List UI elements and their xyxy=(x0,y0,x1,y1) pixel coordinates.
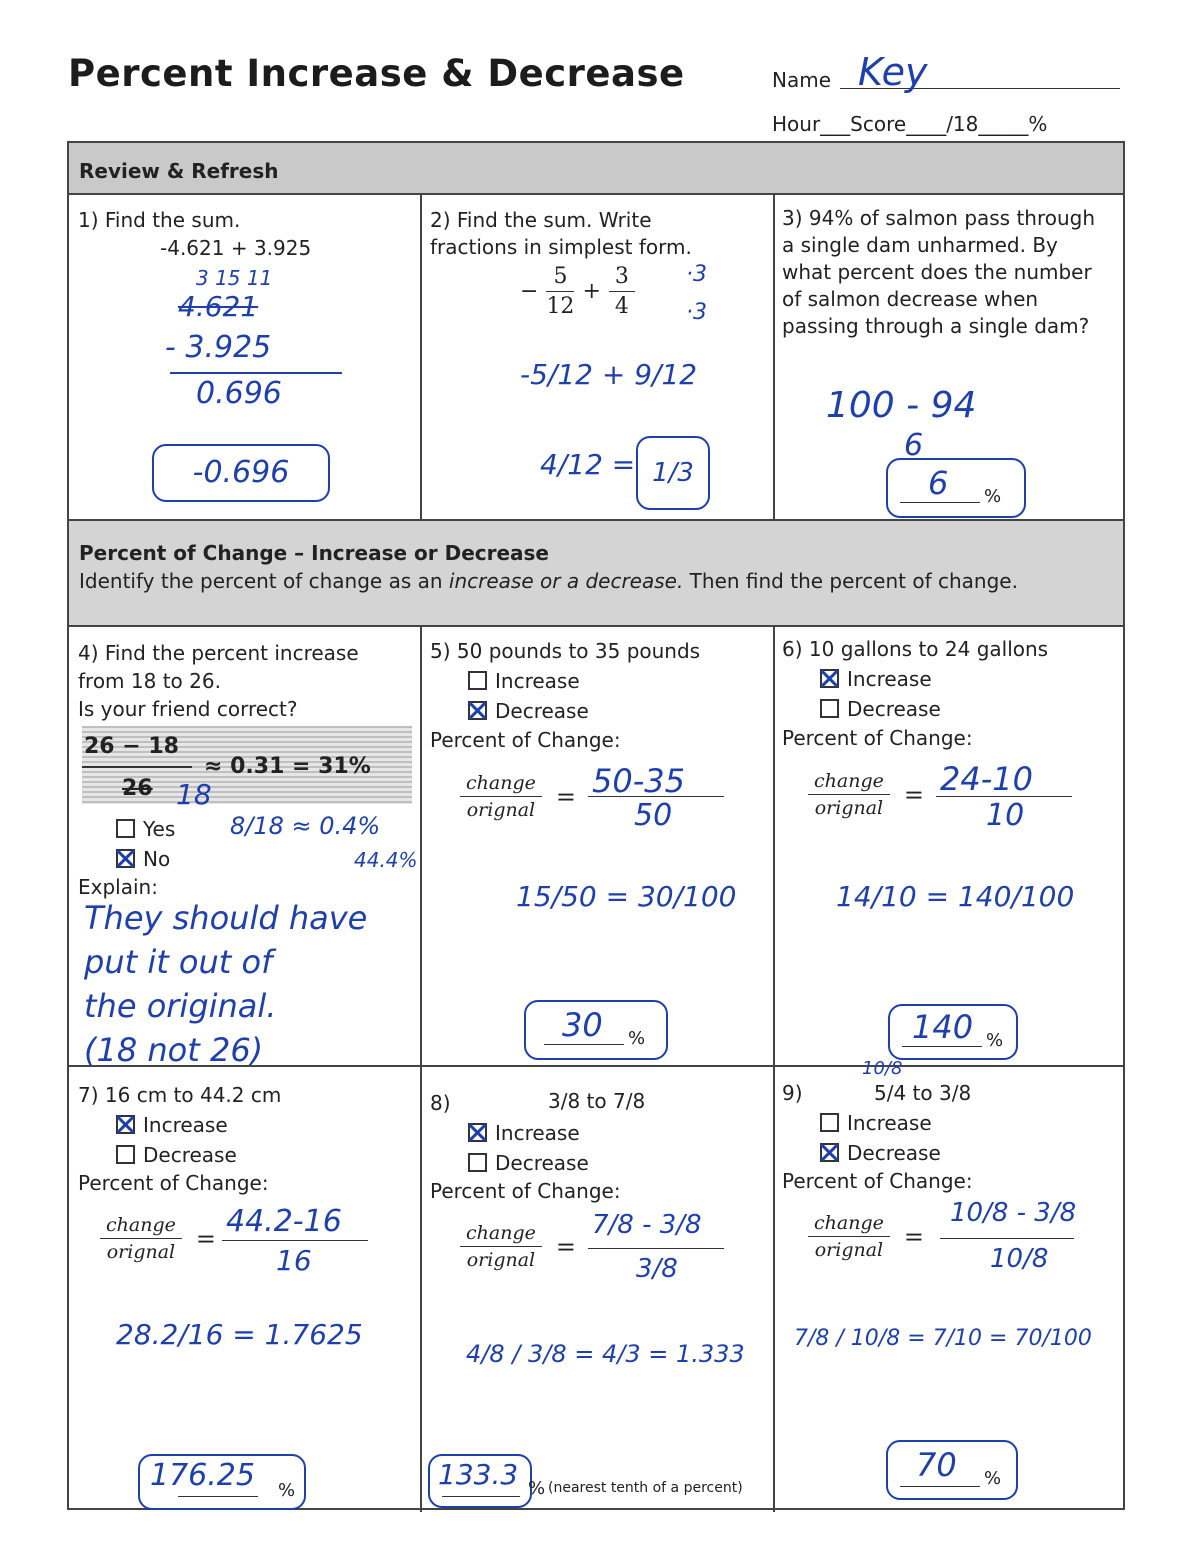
p8-question: 3/8 to 7/8 xyxy=(548,1089,646,1113)
p7-change-fraction xyxy=(100,1214,182,1263)
checkbox[interactable] xyxy=(468,1153,487,1172)
p1-work-borrow: 3 15 11 xyxy=(196,266,273,290)
p2-f1-num: 5 xyxy=(546,264,574,292)
p8-option-increase[interactable] xyxy=(468,1120,580,1147)
change-heading: Percent of Change – Increase or Decrease xyxy=(79,541,549,565)
hour-score-line: Hour___Score____/18_____% xyxy=(772,112,1048,136)
checkbox-checked[interactable] xyxy=(468,701,487,720)
p4-option-no[interactable] xyxy=(116,846,170,873)
change-instructions xyxy=(79,539,1079,595)
checkbox-checked[interactable] xyxy=(116,849,135,868)
p4-work-2: 44.4% xyxy=(354,848,418,872)
p3-blank xyxy=(900,502,980,503)
plus-sign: + xyxy=(582,279,601,304)
p5-work-den: 50 xyxy=(634,798,673,833)
p3-work-2: 6 xyxy=(904,428,924,463)
p9-change-fraction xyxy=(808,1212,890,1261)
p7-option-decrease[interactable] xyxy=(116,1142,237,1169)
p1-work-result: 0.696 xyxy=(196,376,282,411)
p6-blank xyxy=(902,1046,982,1047)
p7-option-increase[interactable] xyxy=(116,1112,228,1139)
p2-fraction-1 xyxy=(546,264,574,319)
p4-question-1: 4) Find the percent increase xyxy=(78,641,359,665)
p8-work-num: 7/8 - 3/8 xyxy=(592,1210,702,1240)
p1-work-rule xyxy=(170,372,342,374)
equals-sign: = xyxy=(195,1224,216,1253)
p4-explain-label: Explain: xyxy=(78,875,158,899)
p8-blank xyxy=(442,1496,520,1497)
p9-work-2: 7/8 / 10/8 = 7/10 = 70/100 xyxy=(794,1326,1092,1351)
p1-question: 1) Find the sum. xyxy=(78,208,241,232)
checkbox-checked[interactable] xyxy=(820,669,839,688)
p9-change: change xyxy=(808,1212,890,1237)
p4-friend-den: 26 xyxy=(122,776,153,801)
name-label: Name xyxy=(772,68,832,92)
p1-work-top: 4.621 xyxy=(178,290,259,323)
p4-ans-4: (18 not 26) xyxy=(84,1031,264,1069)
p6-work-den: 10 xyxy=(986,798,1025,833)
p5-blank xyxy=(544,1044,624,1045)
p2-mul-num: ·3 xyxy=(686,262,707,287)
p3-work-1: 100 - 94 xyxy=(826,385,977,426)
p2-mul-den: ·3 xyxy=(686,300,707,325)
p7-work-bar xyxy=(222,1240,368,1241)
p9-option-decrease[interactable] xyxy=(820,1140,941,1167)
p6-work-2: 14/10 = 140/100 xyxy=(836,880,1075,913)
p1-expression: -4.621 + 3.925 xyxy=(160,236,312,260)
p2-question-2: fractions in simplest form. xyxy=(430,235,692,259)
p6-orig: orignal xyxy=(814,797,884,819)
p8-formula xyxy=(460,1222,576,1271)
p4-friend-work xyxy=(82,726,412,804)
review-band xyxy=(69,143,1123,195)
p8-work-bar xyxy=(588,1248,724,1249)
p4-no-label: No xyxy=(143,847,171,871)
p5-work-2: 15/50 = 30/100 xyxy=(516,880,737,913)
p8-number: 8) xyxy=(430,1091,451,1115)
p9-note-top: 10/8 xyxy=(862,1058,903,1079)
review-heading: Review & Refresh xyxy=(79,159,279,183)
p7-orig: orignal xyxy=(106,1241,176,1263)
p3-answer-box xyxy=(886,458,1026,518)
p6-formula xyxy=(808,770,924,819)
p3-answer: 6 xyxy=(928,464,949,502)
p2-answer: 1/3 xyxy=(636,436,710,510)
p8-answer: 133.3 xyxy=(438,1458,519,1491)
p7-formula xyxy=(100,1214,216,1263)
p4-question-3: Is your friend correct? xyxy=(78,697,298,721)
p9-question: 5/4 to 3/8 xyxy=(874,1081,972,1105)
p6-work-bar xyxy=(936,796,1072,797)
equals-sign: = xyxy=(555,782,576,811)
p8-note: (nearest tenth of a percent) xyxy=(548,1480,743,1496)
p9-answer-box xyxy=(886,1440,1018,1500)
p7-answer: 176.25 xyxy=(150,1458,255,1493)
p5-option-increase[interactable] xyxy=(468,668,580,695)
p8-change: change xyxy=(460,1222,542,1247)
p8-pct: % xyxy=(528,1478,546,1499)
p5-poc-label: Percent of Change: xyxy=(430,728,621,752)
p9-poc-label: Percent of Change: xyxy=(782,1169,973,1193)
p7-inc-label: Increase xyxy=(143,1113,228,1137)
p9-pct: % xyxy=(984,1468,1002,1489)
p5-change-fraction xyxy=(460,772,542,821)
p4-friend-bar xyxy=(82,766,192,768)
change-intro-a: Identify the percent of change as an xyxy=(79,569,449,593)
p6-change-fraction xyxy=(808,770,890,819)
p2-question-1: 2) Find the sum. Write xyxy=(430,208,652,232)
p7-work-den: 16 xyxy=(276,1244,312,1277)
p7-dec-label: Decrease xyxy=(143,1143,237,1167)
p5-pct: % xyxy=(628,1028,646,1049)
p4-explanation xyxy=(84,896,367,1072)
p5-dec-label: Decrease xyxy=(495,699,589,723)
p3-question: 3) 94% of salmon pass through a single dam unharmed. By what percent does the number of salmon decrease when passing through a single dam? xyxy=(782,206,1096,338)
p3-pct: % xyxy=(984,486,1002,507)
p2-f1-den: 12 xyxy=(546,294,575,319)
p4-option-yes[interactable] xyxy=(116,816,175,843)
checkbox[interactable] xyxy=(468,671,487,690)
page-title: Percent Increase & Decrease xyxy=(68,52,685,95)
p8-work-den: 3/8 xyxy=(636,1254,678,1284)
p9-formula xyxy=(808,1212,924,1261)
p9-dec-label: Decrease xyxy=(847,1141,941,1165)
p9-work-bar xyxy=(940,1238,1074,1239)
change-intro-em: increase or a decrease. xyxy=(448,569,684,593)
p7-work-2: 28.2/16 = 1.7625 xyxy=(116,1318,363,1351)
p6-option-decrease[interactable] xyxy=(820,696,941,723)
p6-dec-label: Decrease xyxy=(847,697,941,721)
p8-dec-label: Decrease xyxy=(495,1151,589,1175)
change-intro-b: Then find the percent of change. xyxy=(683,569,1018,593)
p6-answer: 140 xyxy=(912,1008,974,1046)
p6-work-num: 24-10 xyxy=(940,760,1033,798)
p4-friend-result: ≈ 0.31 = 31% xyxy=(204,754,371,779)
p9-answer: 70 xyxy=(916,1446,957,1484)
p9-work-den: 10/8 xyxy=(990,1244,1049,1274)
p5-question: 5) 50 pounds to 35 pounds xyxy=(430,639,701,663)
p4-den-fix: 18 xyxy=(176,778,212,811)
p2-expression xyxy=(520,264,635,319)
p6-question: 6) 10 gallons to 24 gallons xyxy=(782,637,1049,661)
p1-work-sub: - 3.925 xyxy=(165,330,272,365)
divider xyxy=(420,195,422,519)
p5-change: change xyxy=(460,772,542,797)
p4-ans-3: the original. xyxy=(84,987,277,1025)
p9-number: 9) xyxy=(782,1081,803,1105)
p5-answer: 30 xyxy=(562,1006,603,1044)
p8-change-fraction xyxy=(460,1222,542,1271)
checkbox-checked[interactable] xyxy=(116,1115,135,1134)
checkbox-checked[interactable] xyxy=(468,1123,487,1142)
divider xyxy=(773,195,775,519)
equals-sign: = xyxy=(555,1232,576,1261)
p4-yes-label: Yes xyxy=(143,817,176,841)
p5-inc-label: Increase xyxy=(495,669,580,693)
p2-f2-num: 3 xyxy=(609,264,635,292)
equals-sign: = xyxy=(903,1222,924,1251)
p6-option-increase[interactable] xyxy=(820,666,932,693)
p8-work-2: 4/8 / 3/8 = 4/3 = 1.333 xyxy=(466,1340,745,1368)
divider xyxy=(420,627,422,1512)
p6-answer-box xyxy=(888,1004,1018,1060)
p6-change: change xyxy=(808,770,890,795)
checkbox-checked[interactable] xyxy=(820,1143,839,1162)
p5-work-num: 50-35 xyxy=(592,762,685,800)
p7-change: change xyxy=(100,1214,182,1239)
p8-answer-box xyxy=(428,1454,532,1508)
p7-work-num: 44.2-16 xyxy=(226,1204,342,1239)
checkbox[interactable] xyxy=(820,1113,839,1132)
p8-option-decrease[interactable] xyxy=(468,1150,589,1177)
p4-ans-2: put it out of xyxy=(84,943,273,981)
checkbox[interactable] xyxy=(116,819,135,838)
p6-inc-label: Increase xyxy=(847,667,932,691)
p5-formula xyxy=(460,772,576,821)
p9-work-num: 10/8 - 3/8 xyxy=(950,1198,1077,1228)
minus-sign: − xyxy=(520,279,539,304)
equals-sign: = xyxy=(903,780,924,809)
p5-work-bar xyxy=(588,796,724,797)
p7-blank xyxy=(178,1496,258,1497)
p4-friend-num: 26 − 18 xyxy=(84,734,179,759)
p2-work-1: -5/12 + 9/12 xyxy=(520,358,698,391)
p9-orig: orignal xyxy=(814,1239,884,1261)
p2-f2-den: 4 xyxy=(614,294,629,319)
p5-option-decrease[interactable] xyxy=(468,698,589,725)
p5-orig: orignal xyxy=(466,799,536,821)
p4-ans-1: They should have xyxy=(84,899,368,937)
p2-fraction-2 xyxy=(609,264,635,319)
p9-option-increase[interactable] xyxy=(820,1110,932,1137)
p2-work-2: 4/12 = xyxy=(540,448,636,481)
p4-work: 8/18 ≈ 0.4% xyxy=(230,812,381,840)
p9-inc-label: Increase xyxy=(847,1111,932,1135)
p7-pct: % xyxy=(278,1480,296,1501)
change-band xyxy=(69,519,1123,627)
p4-question-2: from 18 to 26. xyxy=(78,669,221,693)
p6-pct: % xyxy=(986,1030,1004,1051)
p8-inc-label: Increase xyxy=(495,1121,580,1145)
p7-question: 7) 16 cm to 44.2 cm xyxy=(78,1083,282,1107)
p9-blank xyxy=(900,1486,980,1487)
p7-poc-label: Percent of Change: xyxy=(78,1171,269,1195)
p1-answer: -0.696 xyxy=(152,444,330,502)
name-value: Key xyxy=(858,50,928,94)
divider xyxy=(773,627,775,1512)
p7-answer-box xyxy=(138,1454,306,1510)
checkbox[interactable] xyxy=(116,1145,135,1164)
checkbox[interactable] xyxy=(820,699,839,718)
p8-poc-label: Percent of Change: xyxy=(430,1179,621,1203)
p8-orig: orignal xyxy=(466,1249,536,1271)
p6-poc-label: Percent of Change: xyxy=(782,726,973,750)
p5-answer-box xyxy=(524,1000,668,1060)
